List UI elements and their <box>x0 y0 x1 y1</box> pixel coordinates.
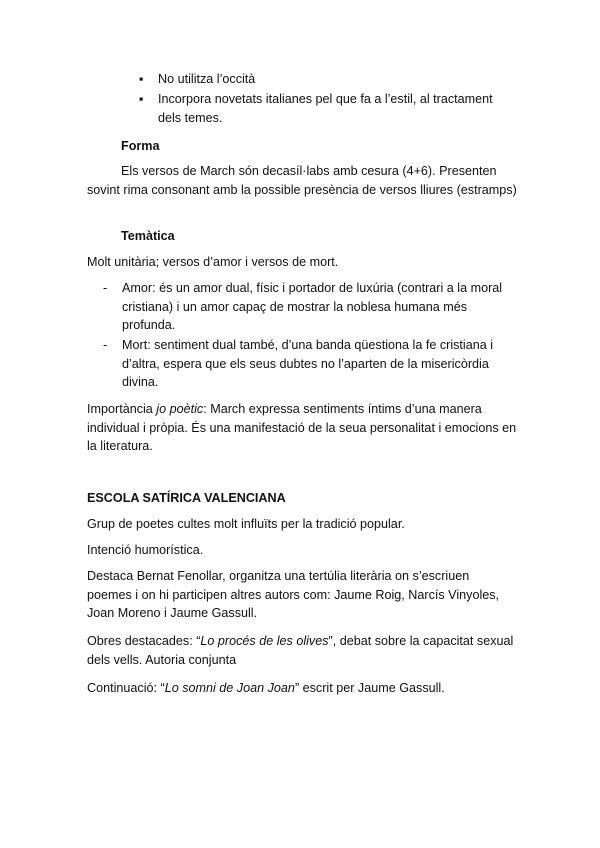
importancia-lead: Importància <box>87 402 157 416</box>
obres-paragraph <box>87 632 517 669</box>
obres-rest: ”, debat sobre la capacitat sexual dels vells. Autoria conjunta <box>87 634 514 667</box>
forma-paragraph: Els versos de March són decasíl·labs amb cesura (4+6). Presenten sovint rima consonant amb la possible presència de versos lliures (estramps) <box>87 164 517 197</box>
section-heading-tematica: Temàtica <box>121 229 175 243</box>
bullet-item: Incorpora novetats italianes pel que fa a l’estil, al tractament dels temes. <box>158 92 493 125</box>
dash-marker: - <box>103 281 108 295</box>
escola-paragraph-3: Destaca Bernat Fenollar, organitza una tertúlia literària on s’escriuen poemes i on hi participen altres autors com: Jaume Roig, Narcís Vinyoles, Joan Moreno i Jaume Gassull. <box>87 569 500 620</box>
obres-title: Lo procés de les olives <box>200 634 329 648</box>
continuacio-paragraph <box>87 679 517 698</box>
tematica-intro: Molt unitària; versos d’amor i versos de mort. <box>87 255 339 269</box>
bullet-marker: ▪ <box>139 92 144 106</box>
importancia-rest: : March expressa sentiments íntims d’una manera individual i pròpia. És una manifestació de la seua personalitat i emocions en la literatura. <box>87 402 517 453</box>
tematica-item-mort: Mort: sentiment dual també, d’una banda qüestiona la fe cristiana i d’altra, espera que els seus dubtes no l’aparten de la misericòrdia divina. <box>122 338 494 389</box>
section-heading-forma: Forma <box>121 139 160 153</box>
dash-marker: - <box>103 338 108 352</box>
escola-heading: ESCOLA SATÍRICA VALENCIANA <box>87 491 286 505</box>
tematica-item-amor: Amor: és un amor dual, físic i portador de luxúria (contrari a la moral cristiana) i un amor capaç de mostrar la noblesa humana més profunda. <box>122 281 503 332</box>
escola-paragraph-2: Intenció humorística. <box>87 543 204 557</box>
importancia-term: jo poètic <box>156 402 204 416</box>
cont-lead: Continuació: “ <box>87 681 165 695</box>
obres-lead: Obres destacades: “ <box>87 634 201 648</box>
cont-rest: ” escrit per Jaume Gassull. <box>294 681 445 695</box>
cont-title: Lo somni de Joan Joan <box>164 681 295 695</box>
importancia-paragraph <box>87 400 517 456</box>
bullet-item: No utilitza l’occità <box>158 72 256 86</box>
escola-paragraph-1: Grup de poetes cultes molt influïts per la tradició popular. <box>87 517 405 531</box>
bullet-marker: ▪ <box>139 72 144 86</box>
